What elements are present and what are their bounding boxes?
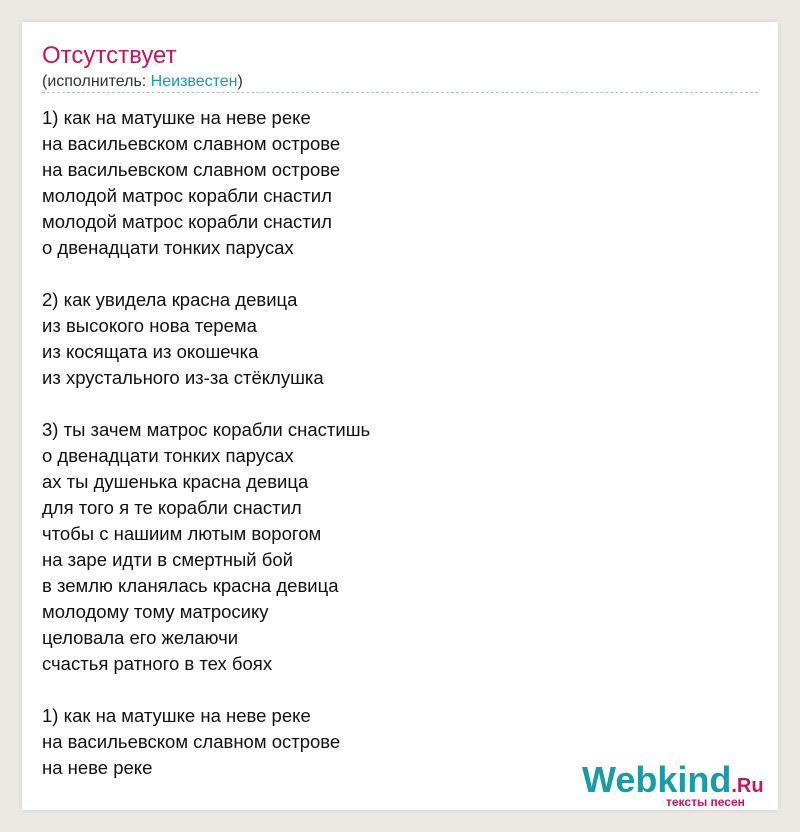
lyric-line: 2) как увидела красна девица (42, 289, 298, 310)
lyric-line (42, 391, 742, 417)
lyric-line: молодой матрос корабли снастил (42, 185, 332, 206)
lyric-line: на васильевском славном острове (42, 731, 341, 752)
lyric-line: 1) как на матушке на неве реке (42, 705, 311, 726)
site-logo[interactable] (582, 759, 764, 809)
lyric-line: на заре идти в смертный бой (42, 549, 293, 570)
artist-link[interactable]: Неизвестен (150, 73, 238, 90)
lyric-line: на васильевском славном острове (42, 159, 341, 180)
lyric-line (42, 677, 742, 703)
song-title: Отсутствует (42, 42, 177, 69)
lyric-line: чтобы с нашиим лютым ворогом (42, 523, 322, 544)
lyric-line: целовала его желаючи (42, 627, 239, 648)
lyric-line: молодой матрос корабли снастил (42, 211, 332, 232)
lyric-line: молодому тому матросику (42, 601, 269, 622)
lyric-line: счастья ратного в тех боях (42, 653, 273, 674)
logo-main-text: Webkind (582, 759, 732, 800)
lyric-line: ах ты душенька красна девица (42, 471, 309, 492)
lyric-line: о двенадцати тонких парусах (42, 237, 294, 258)
artist-line (42, 72, 243, 92)
lyric-line: из косящата из окошечка (42, 341, 259, 362)
artist-prefix: (исполнитель: (42, 73, 151, 90)
lyric-line: в землю кланялась красна девица (42, 575, 339, 596)
lyrics-text (42, 105, 742, 781)
lyric-line: 3) ты зачем матрос корабли снастишь (42, 419, 371, 440)
lyric-line: из хрустального из-за стёклушка (42, 367, 324, 388)
logo-subtitle: тексты песен (666, 795, 745, 809)
lyric-line: о двенадцати тонких парусах (42, 445, 294, 466)
lyric-line: 1) как на матушке на неве реке (42, 107, 311, 128)
logo-tld-text: .Ru (731, 775, 764, 797)
divider (42, 92, 758, 93)
lyric-line: из высокого нова терема (42, 315, 257, 336)
lyrics-card (22, 22, 778, 810)
artist-suffix: ) (237, 73, 243, 90)
lyric-line: для того я те корабли снастил (42, 497, 302, 518)
lyric-line: на неве реке (42, 757, 153, 778)
lyric-line (42, 261, 742, 287)
lyric-line: на васильевском славном острове (42, 133, 341, 154)
